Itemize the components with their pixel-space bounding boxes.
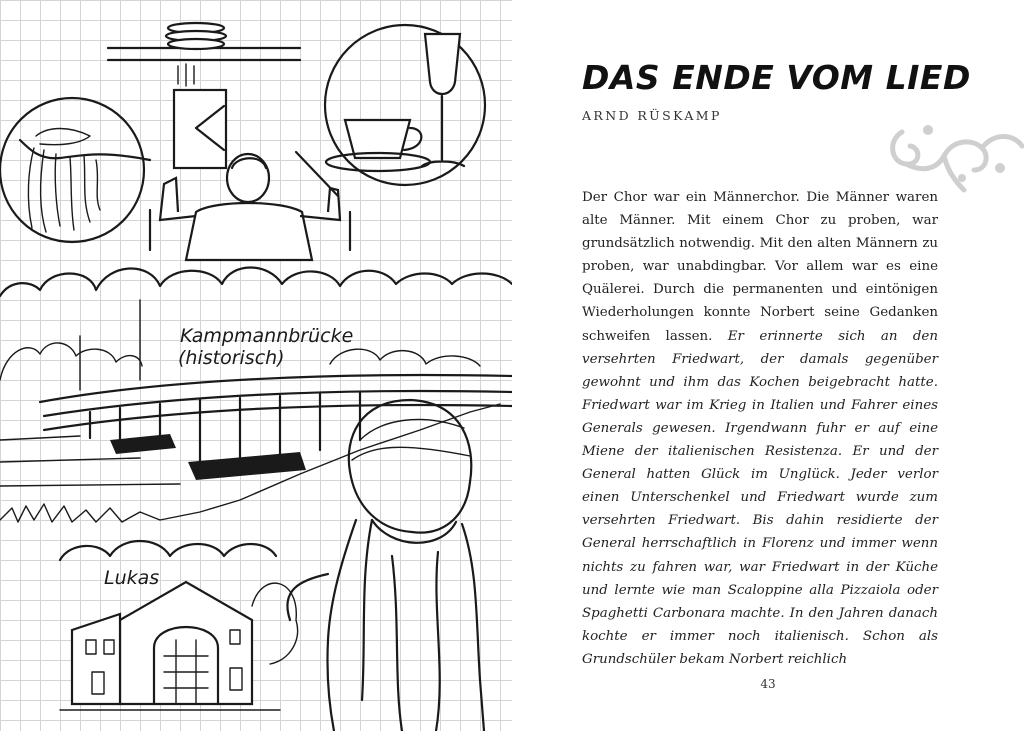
body-italic-text: Er erinnerte sich an den versehrten Friedwart, der damals gegenüber gewohnt und ihm das Kochen beigebracht hatte. Friedwart war im Krieg in Italien und Fahrer eines Generals gewesen. Irgendwann fuhr er auf eine Miene der italienischen Resistenza. Er und der General hatten Glück im Unglück. Jeder verlor einen Unterschenkel und Friedwart wurde zum versehrten Friedwart. Bis dahin residierte der General herrschaftlich in Florenz und immer wenn nichts zu fahren war, war Friedwart in der Küche und lernte wie man Scaloppine alla Pizzaiola oder Spaghetti Carbonara machte. In den Jahren danach kochte er immer noch italienisch. Schon als Grundschüler bekam Norbert reichlich xyxy=(582,328,938,667)
plates-stack-icon xyxy=(108,23,300,86)
body-paragraph xyxy=(582,186,938,671)
building-label: Lukas xyxy=(104,567,160,589)
text-page xyxy=(512,0,1024,731)
coffee-and-wine-icon xyxy=(325,25,485,185)
building-drawing xyxy=(60,582,298,710)
spaghetti-fork-icon xyxy=(0,98,150,242)
page-number: 43 xyxy=(760,677,776,691)
body-plain-text: Der Chor war ein Männerchor. Die Männer waren alte Männer. Mit einem Chor zu proben, war grundsätzlich notwendig. Mit den alten Männern zu proben, war unabdingbar. Vor allem war es eine Quälerei. Durch die permanenten und eintönigen Wiederholungen konnte Norbert seine Gedanken schweifen lassen. xyxy=(582,190,938,344)
cloud-line xyxy=(0,268,512,297)
ornament-icon xyxy=(882,112,1024,196)
chapter-title: DAS ENDE VOM LIED xyxy=(582,58,971,97)
man-with-scarf-figure xyxy=(287,400,484,731)
author-name: ARND RÜSKAMP xyxy=(582,108,722,123)
envelope-icon xyxy=(174,90,226,168)
cloud-line-lower xyxy=(60,541,276,560)
bridge-note-label: (historisch) xyxy=(178,347,285,369)
bridge-drawing xyxy=(0,375,512,486)
body-text xyxy=(582,186,938,671)
bridge-label: Kampmannbrücke xyxy=(180,325,354,347)
